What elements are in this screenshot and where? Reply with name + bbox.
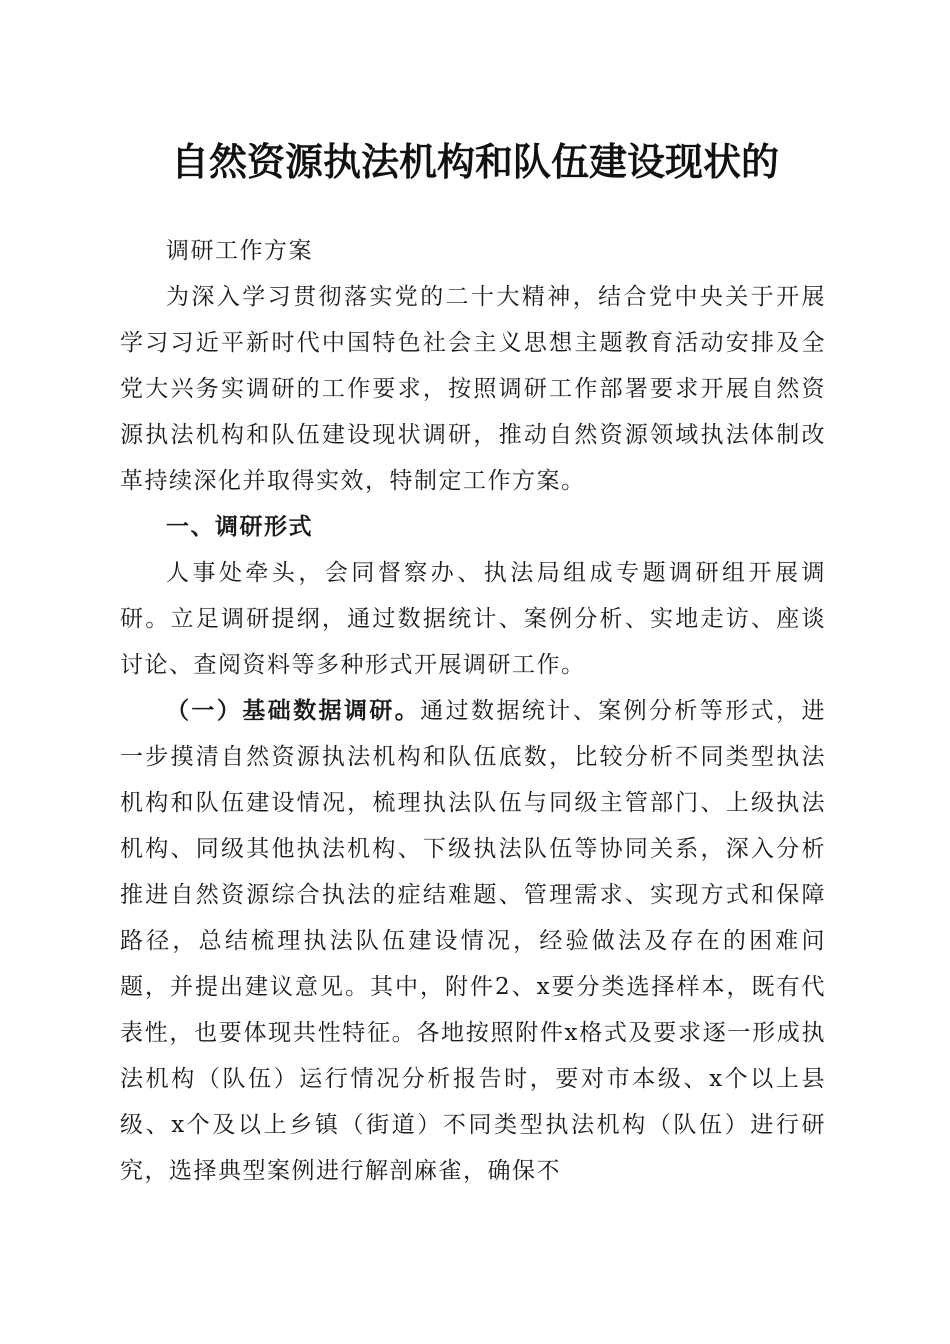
- item-text: 通过数据统计、案例分析等形式，进一步摸清自然资源执法机构和队伍底数，比较分析不同类型执法机构和队伍建设情况，梳理执法队伍与同级主管部门、上级执法机构、同级其他执法机构、下级执法队伍等协同关系，深入分析推进自然资源综合执法的症结难题、管理需求、实现方式和保障路径，总结梳理执法队伍建设情况，经验做法及存在的困难问题，并提出建议意见。其中，附件2、x要分类选择样本，既有代表性，也要体现共性特征。各地按照附件x格式及要求逐一形成执法机构（队伍）运行情况分析报告时，要对市本级、x个以上县级、x个及以上乡镇（街道）不同类型执法机构（队伍）进行研究，选择典型案例进行解剖麻雀，确保不: [120, 698, 827, 1184]
- document-body: [120, 228, 826, 1194]
- section-paragraph: 人事处牵头，会同督察办、执法局组成专题调研组开展调研。立足调研提纲，通过数据统计、案例分析、实地走访、座谈讨论、查阅资料等多种形式开展调研工作。: [120, 560, 826, 678]
- document-subtitle: 调研工作方案: [166, 238, 313, 264]
- item-paragraph: [120, 688, 826, 1194]
- intro-paragraph: 为深入学习贯彻落实党的二十大精神，结合党中央关于开展学习习近平新时代中国特色社会主义思想主题教育活动安排及全党大兴务实调研的工作要求，按照调研工作部署要求开展自然资源执法机构和队伍建设现状调研，推动自然资源领域执法体制改革持续深化并取得实效，特制定工作方案。: [120, 284, 826, 494]
- item-lead: （一）基础数据调研。: [166, 697, 421, 724]
- document-title: 自然资源执法机构和队伍建设现状的: [170, 139, 779, 184]
- section-heading: 一、调研形式: [166, 513, 313, 540]
